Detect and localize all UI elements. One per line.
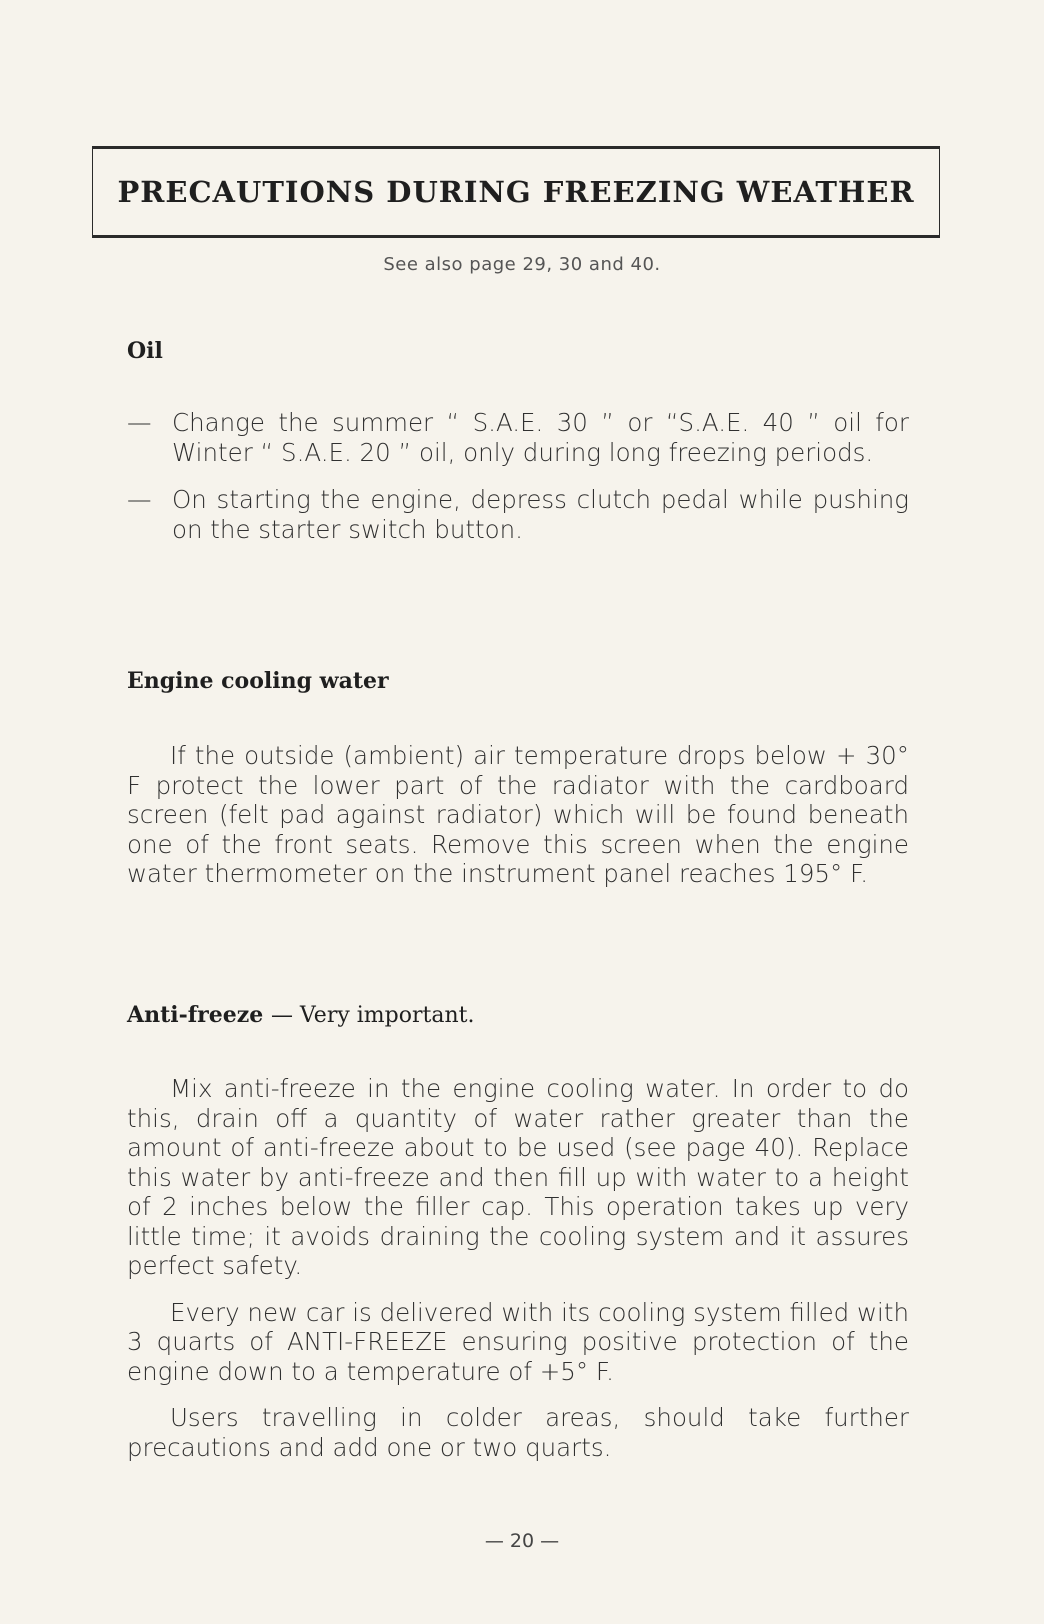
cooling-section <box>127 741 909 906</box>
dash-bullet: — <box>127 485 152 514</box>
antifreeze-paragraph: Users travelling in colder areas, should take further precautions and add one or two quarts. <box>127 1403 909 1462</box>
antifreeze-paragraph: Mix anti-freeze in the engine cooling water. In order to do this, drain off a quantity of water rather greater than the amount of anti-freeze about to be used (see page 40). Replace this water by anti-freeze and then fill up with water to a height of 2 inches below the filler cap. This operation takes up very little time; it avoids draining the cooling system and it assures perfect safety. <box>127 1074 909 1280</box>
oil-list-item <box>127 485 909 544</box>
title-box <box>92 146 940 238</box>
antifreeze-heading <box>127 1002 474 1028</box>
cooling-heading: Engine cooling water <box>127 668 389 694</box>
cooling-paragraph: If the outside (ambient) air temperature drops below + 30° F protect the lower part of the radiator with the cardboard screen (felt pad against radiator) which will be found beneath one of the front seats. Remove this screen when the engine water thermometer on the instrument panel reaches 195° F. <box>127 741 909 888</box>
oil-heading: Oil <box>127 338 163 364</box>
dash-bullet: — <box>127 408 152 437</box>
page-title: PRECAUTIONS DURING FREEZING WEATHER <box>117 175 915 209</box>
page-number: — 20 — <box>484 1530 560 1552</box>
oil-list <box>127 408 909 562</box>
antifreeze-heading-bold: Anti-freeze <box>127 1002 264 1028</box>
antifreeze-section <box>127 1074 909 1479</box>
oil-list-item <box>127 408 909 467</box>
see-also-note: See also page 29, 30 and 40. <box>383 254 661 275</box>
oil-item-text: Change the summer “ S.A.E. 30 ” or “S.A.E. 40 ” oil for Winter “ S.A.E. 20 ” oil, only during long freezing periods. <box>172 408 909 467</box>
antifreeze-paragraph: Every new car is delivered with its cooling system filled with 3 quarts of ANTI-FREEZE ensuring positive protection of the engine down to a temperature of +5° F. <box>127 1297 909 1386</box>
oil-item-text: On starting the engine, depress clutch pedal while pushing on the starter switch button. <box>172 485 909 544</box>
antifreeze-heading-note: — Very important. <box>270 1003 475 1028</box>
